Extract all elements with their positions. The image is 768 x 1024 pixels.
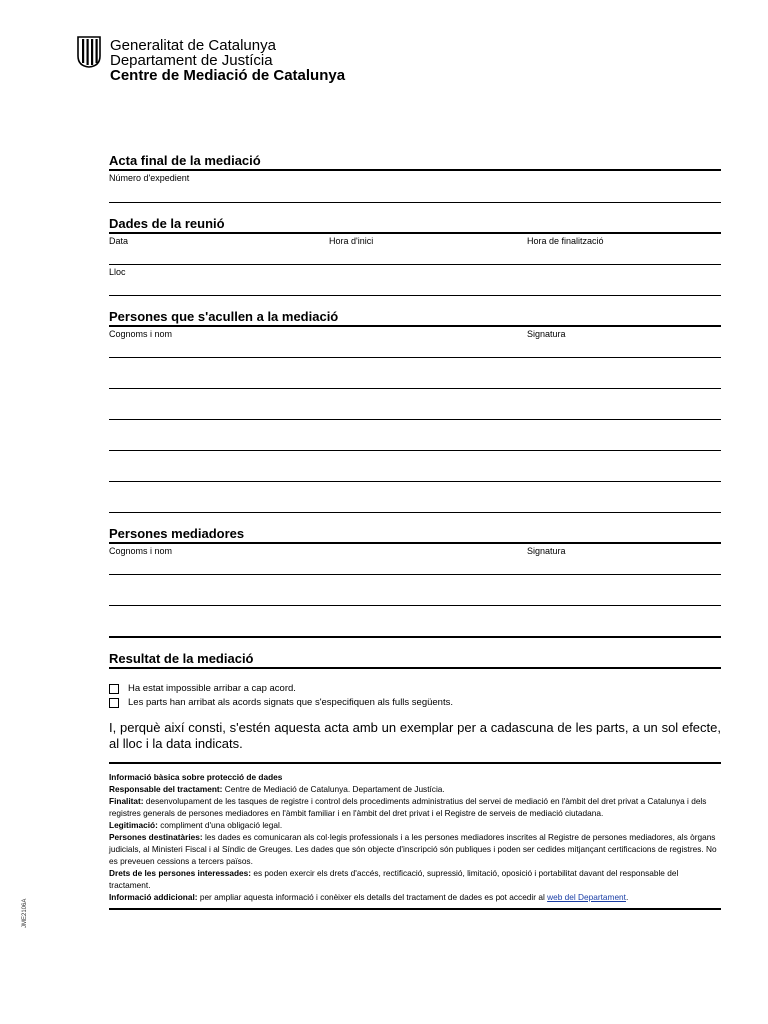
participant-row[interactable] [109,482,721,513]
participant-row[interactable] [109,451,721,482]
participant-row[interactable] [109,358,721,389]
checkbox-icon[interactable] [109,684,119,694]
mediator-signature-label: Signatura [527,546,566,556]
mediator-name-label: Cognoms i nom [109,546,173,556]
privacy-legitimation: Legitimació: compliment d'una obligació legal. [109,820,283,830]
place-label: Lloc [109,267,126,277]
mediator-row[interactable] [109,606,721,638]
privacy-recipients: Persones destinatàries: les dades es comunicaran als col·legis professionals i a les persones mediadores inscrites al Registre de persones mediadores, als òrgans judicials, al Ministeri Fiscal i al Síndic de Greuges. Les dades que són objecte d'inscripció són publiques i poden ser cedides mitjançant certificacions de registres. No es preveuen cessions a tercers països. [109,832,717,866]
result-option-agreement-label: Les parts han arribat als acords signats que s'especifiquen als fulls següents. [128,697,453,708]
generalitat-logo-icon [77,36,101,68]
participant-row[interactable] [109,420,721,451]
department-name: Departament de Justícia [110,52,273,69]
result-option-agreement[interactable] [109,696,721,710]
mediator-row[interactable] [109,575,721,606]
participant-row[interactable] [109,389,721,420]
document-code: JME2106A [22,898,28,928]
participant-row[interactable] [109,327,721,358]
participant-name-label: Cognoms i nom [109,329,173,339]
result-option-no-agreement-label: Ha estat impossible arribar a cap acord. [128,683,296,694]
privacy-purpose: Finalitat: desenvolupament de les tasques de registre i control dels procediments administratius del servei de mediació en l'àmbit del dret privat a Catalunya i dels registres generals de persones mediadores en l'àmbit familiar i en l'àmbit del dret privat i el Registre de serveis de mediació ciutadana. [109,796,707,818]
meeting-time-row [109,234,721,265]
meeting-section-title: Dades de la reunió [109,216,721,234]
mediation-form [109,153,721,910]
centre-name: Centre de Mediació de Catalunya [110,67,346,84]
start-time-label: Hora d'inici [329,236,374,246]
privacy-responsible: Responsable del tractament: Centre de Mediació de Catalunya. Departament de Justícia. [109,784,445,794]
participant-signature-label: Signatura [527,329,566,339]
result-section-title: Resultat de la mediació [109,651,721,669]
expedient-label: Número d'expedient [109,173,190,183]
expedient-field[interactable] [109,171,721,203]
mediators-section-title: Persones mediadores [109,526,721,544]
participants-section-title: Persones que s'acullen a la mediació [109,309,721,327]
end-time-label: Hora de finalització [527,236,604,246]
result-option-no-agreement[interactable] [109,682,721,696]
privacy-rights: Drets de les persones interessades: es poden exercir els drets d'accés, rectificació, supressió, limitació, oposició i portabilitat davant del responsable del tractament. [109,868,679,890]
department-web-link[interactable]: web del Departament [547,892,626,902]
form-title: Acta final de la mediació [109,153,721,171]
mediator-row[interactable] [109,544,721,575]
privacy-title: Informació bàsica sobre protecció de dades [109,772,283,782]
place-field[interactable] [109,265,721,296]
closing-statement: I, perquè així consti, s'estén aquesta acta amb un exemplar per a cadascuna de les parts, a un sol efecte, al lloc i la data indicats. [109,720,721,751]
privacy-info-box [109,762,721,910]
privacy-additional: Informació addicional: per ampliar aquesta informació i conèixer els detalls del tractament de dades es pot accedir al web del Departament. [109,892,629,902]
org-name: Generalitat de Catalunya [110,37,276,54]
date-label: Data [109,236,129,246]
checkbox-icon[interactable] [109,698,119,708]
